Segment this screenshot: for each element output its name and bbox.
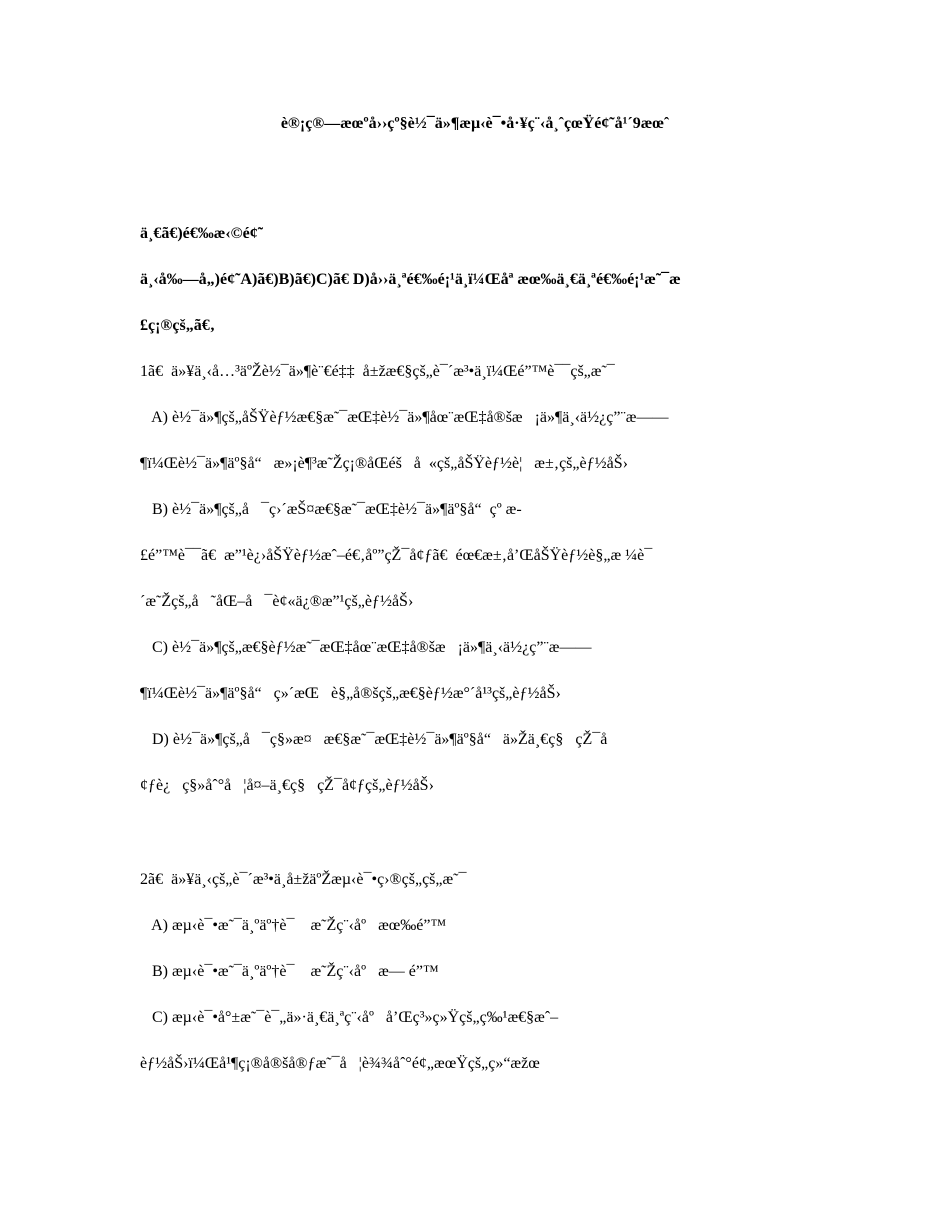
question-1-option-b-line-2: £é”™è¯¯ã€ æ”¹è¿›åŠŸèƒ½æˆ–é€‚åº”çŽ¯å¢ƒã€ éœ€æ±‚å’ŒåŠŸèƒ½è§„æ ¼è¯: [140, 547, 653, 564]
document-title: è®¡ç®—æœºå››çº§è½¯ä»¶æµ‹è¯•å·¥ç¨‹å¸ˆçœŸé¢˜å¹´9æœˆ: [280, 115, 670, 132]
question-1-option-c-line-2: ¶ï¼Œè½¯ä»¶äº§å“ ç»´æŒ è§„å®šçš„æ€§èƒ½æ°´å¹³çš„èƒ½åŠ›: [140, 685, 561, 702]
instructions-line-2: £ç¡®çš„ã€‚: [140, 317, 216, 334]
question-2-option-c-line-1: C) æµ‹è¯•å°±æ˜¯è¯„ä»·ä¸€ä¸ªç¨‹åº å’Œç³»ç»Ÿçš„ç‰¹æ€§æˆ–: [140, 1009, 559, 1026]
question-2-stem: 2ã€ ä»¥ä¸‹çš„è¯´æ³•ä¸å±žäºŽæµ‹è¯•ç›®çš„çš„æ˜¯: [140, 871, 467, 888]
question-1-option-b-line-1: B) è½¯ä»¶çš„å ¯ç›´æŠ¤æ€§æ˜¯æŒ‡è½¯ä»¶äº§å“ çº æ-: [140, 501, 522, 518]
question-2-option-b: B) æµ‹è¯•æ˜¯ä¸ºäº†è¯ æ˜Žç¨‹åº æ— é”™: [140, 963, 439, 980]
question-2-option-a: A) æµ‹è¯•æ˜¯ä¸ºäº†è¯ æ˜Žç¨‹åº æœ‰é”™: [140, 917, 447, 934]
instructions-line-1: ä¸‹å‰—å„)é¢˜A)ã€)B)ã€)C)ã€ D)å››ä¸ªé€‰é¡¹ä¸ï¼Œåª æœ‰ä¸€ä¸ªé€‰é¡¹æ˜¯æ: [140, 271, 681, 288]
question-1-option-d-line-1: D) è½¯ä»¶çš„å ¯ç§»æ¤ æ€§æ˜¯æŒ‡è½¯ä»¶äº§å“ ä»Žä¸€ç§ çŽ¯å: [140, 731, 608, 748]
question-1-option-a-line-1: A) è½¯ä»¶çš„åŠŸèƒ½æ€§æ˜¯æŒ‡è½¯ä»¶åœ¨æŒ‡å®šæ ¡ä»¶ä¸‹ä½¿ç”¨æ——: [140, 409, 669, 426]
question-1-option-d-line-2: ¢ƒè¿ ç§»åˆ°å ¦å¤–ä¸€ç§ çŽ¯å¢ƒçš„èƒ½åŠ›: [140, 777, 434, 794]
question-2-option-c-line-2: èƒ½åŠ›ï¼Œå¹¶ç¡®å®šå®ƒæ˜¯å ¦è¾¾åˆ°é¢„æœŸçš„ç»“æžœ: [140, 1055, 540, 1072]
question-1-option-b-line-3: ´æ˜Žçš„å ˜åŒ–å ¯è¢«ä¿®æ”¹çš„èƒ½åŠ›: [140, 593, 414, 610]
question-1-stem: 1ã€ ä»¥ä¸‹å…³äºŽè½¯ä»¶è¨€é‡‡ å±žæ€§çš„è¯´æ³•ä¸ï¼Œé”™è¯¯çš„æ˜¯: [140, 363, 615, 380]
question-1-option-c-line-1: C) è½¯ä»¶çš„æ€§èƒ½æ˜¯æŒ‡åœ¨æŒ‡å®šæ ¡ä»¶ä¸‹ä½¿ç”¨æ——: [140, 639, 592, 656]
question-1-option-a-line-2: ¶ï¼Œè½¯ä»¶äº§å“ æ»¡è¶³æ˜Žç¡®åŒéš å «çš„åŠŸèƒ½è¦ æ±‚çš„èƒ½åŠ›: [140, 455, 628, 472]
section-heading: ä¸€ã€)é€‰æ‹©é¢˜: [140, 225, 264, 242]
